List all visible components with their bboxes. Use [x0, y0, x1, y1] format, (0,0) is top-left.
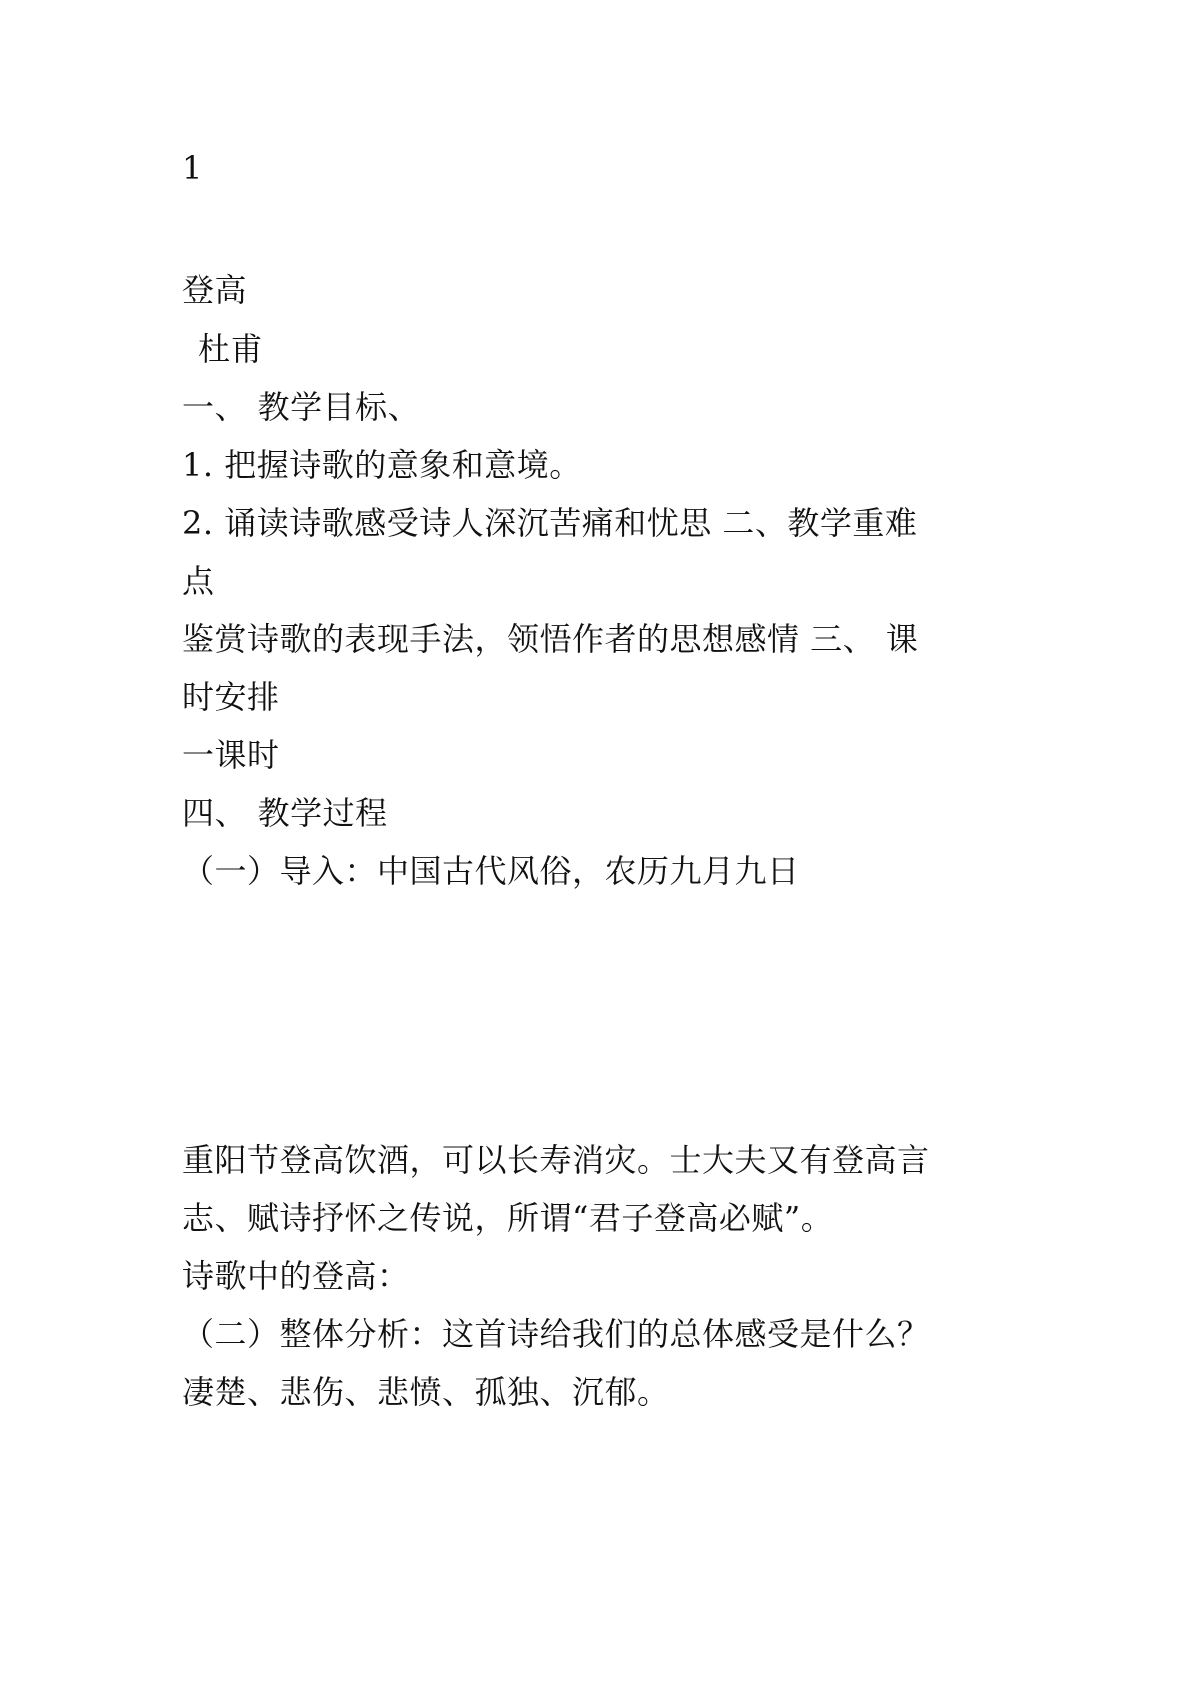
section-heading-teaching-process: 四、 教学过程	[182, 794, 388, 832]
body-line: 鉴赏诗歌的表现手法，领悟作者的思想感情 三、 课	[182, 620, 919, 658]
body-line: 诗歌中的登高：	[182, 1257, 410, 1295]
poem-title: 登高	[182, 271, 248, 309]
body-line: 重阳节登高饮酒，可以长寿消灾。士大夫又有登高言	[182, 1141, 930, 1179]
goal-item-1: 1. 把握诗歌的意象和意境。	[182, 446, 582, 484]
body-line: 时安排	[182, 678, 280, 716]
subsection-overall-analysis: （二）整体分析：这首诗给我们的总体感受是什么？	[182, 1315, 930, 1353]
body-line: 凄楚、悲伤、悲愤、孤独、沉郁。	[182, 1373, 670, 1411]
page-number: 1	[182, 149, 203, 187]
subsection-introduction: （一）导入：中国古代风俗，农历九月九日	[182, 852, 800, 890]
body-line: 一课时	[182, 736, 280, 774]
body-line: 点	[182, 562, 215, 600]
body-line: 志、赋诗抒怀之传说，所谓“君子登高必赋”。	[182, 1199, 834, 1237]
goal-item-2: 2. 诵读诗歌感受诗人深沉苦痛和忧思 二、教学重难	[182, 504, 918, 542]
poem-author: 杜甫	[198, 330, 264, 368]
section-heading-teaching-goals: 一、 教学目标、	[182, 388, 421, 426]
